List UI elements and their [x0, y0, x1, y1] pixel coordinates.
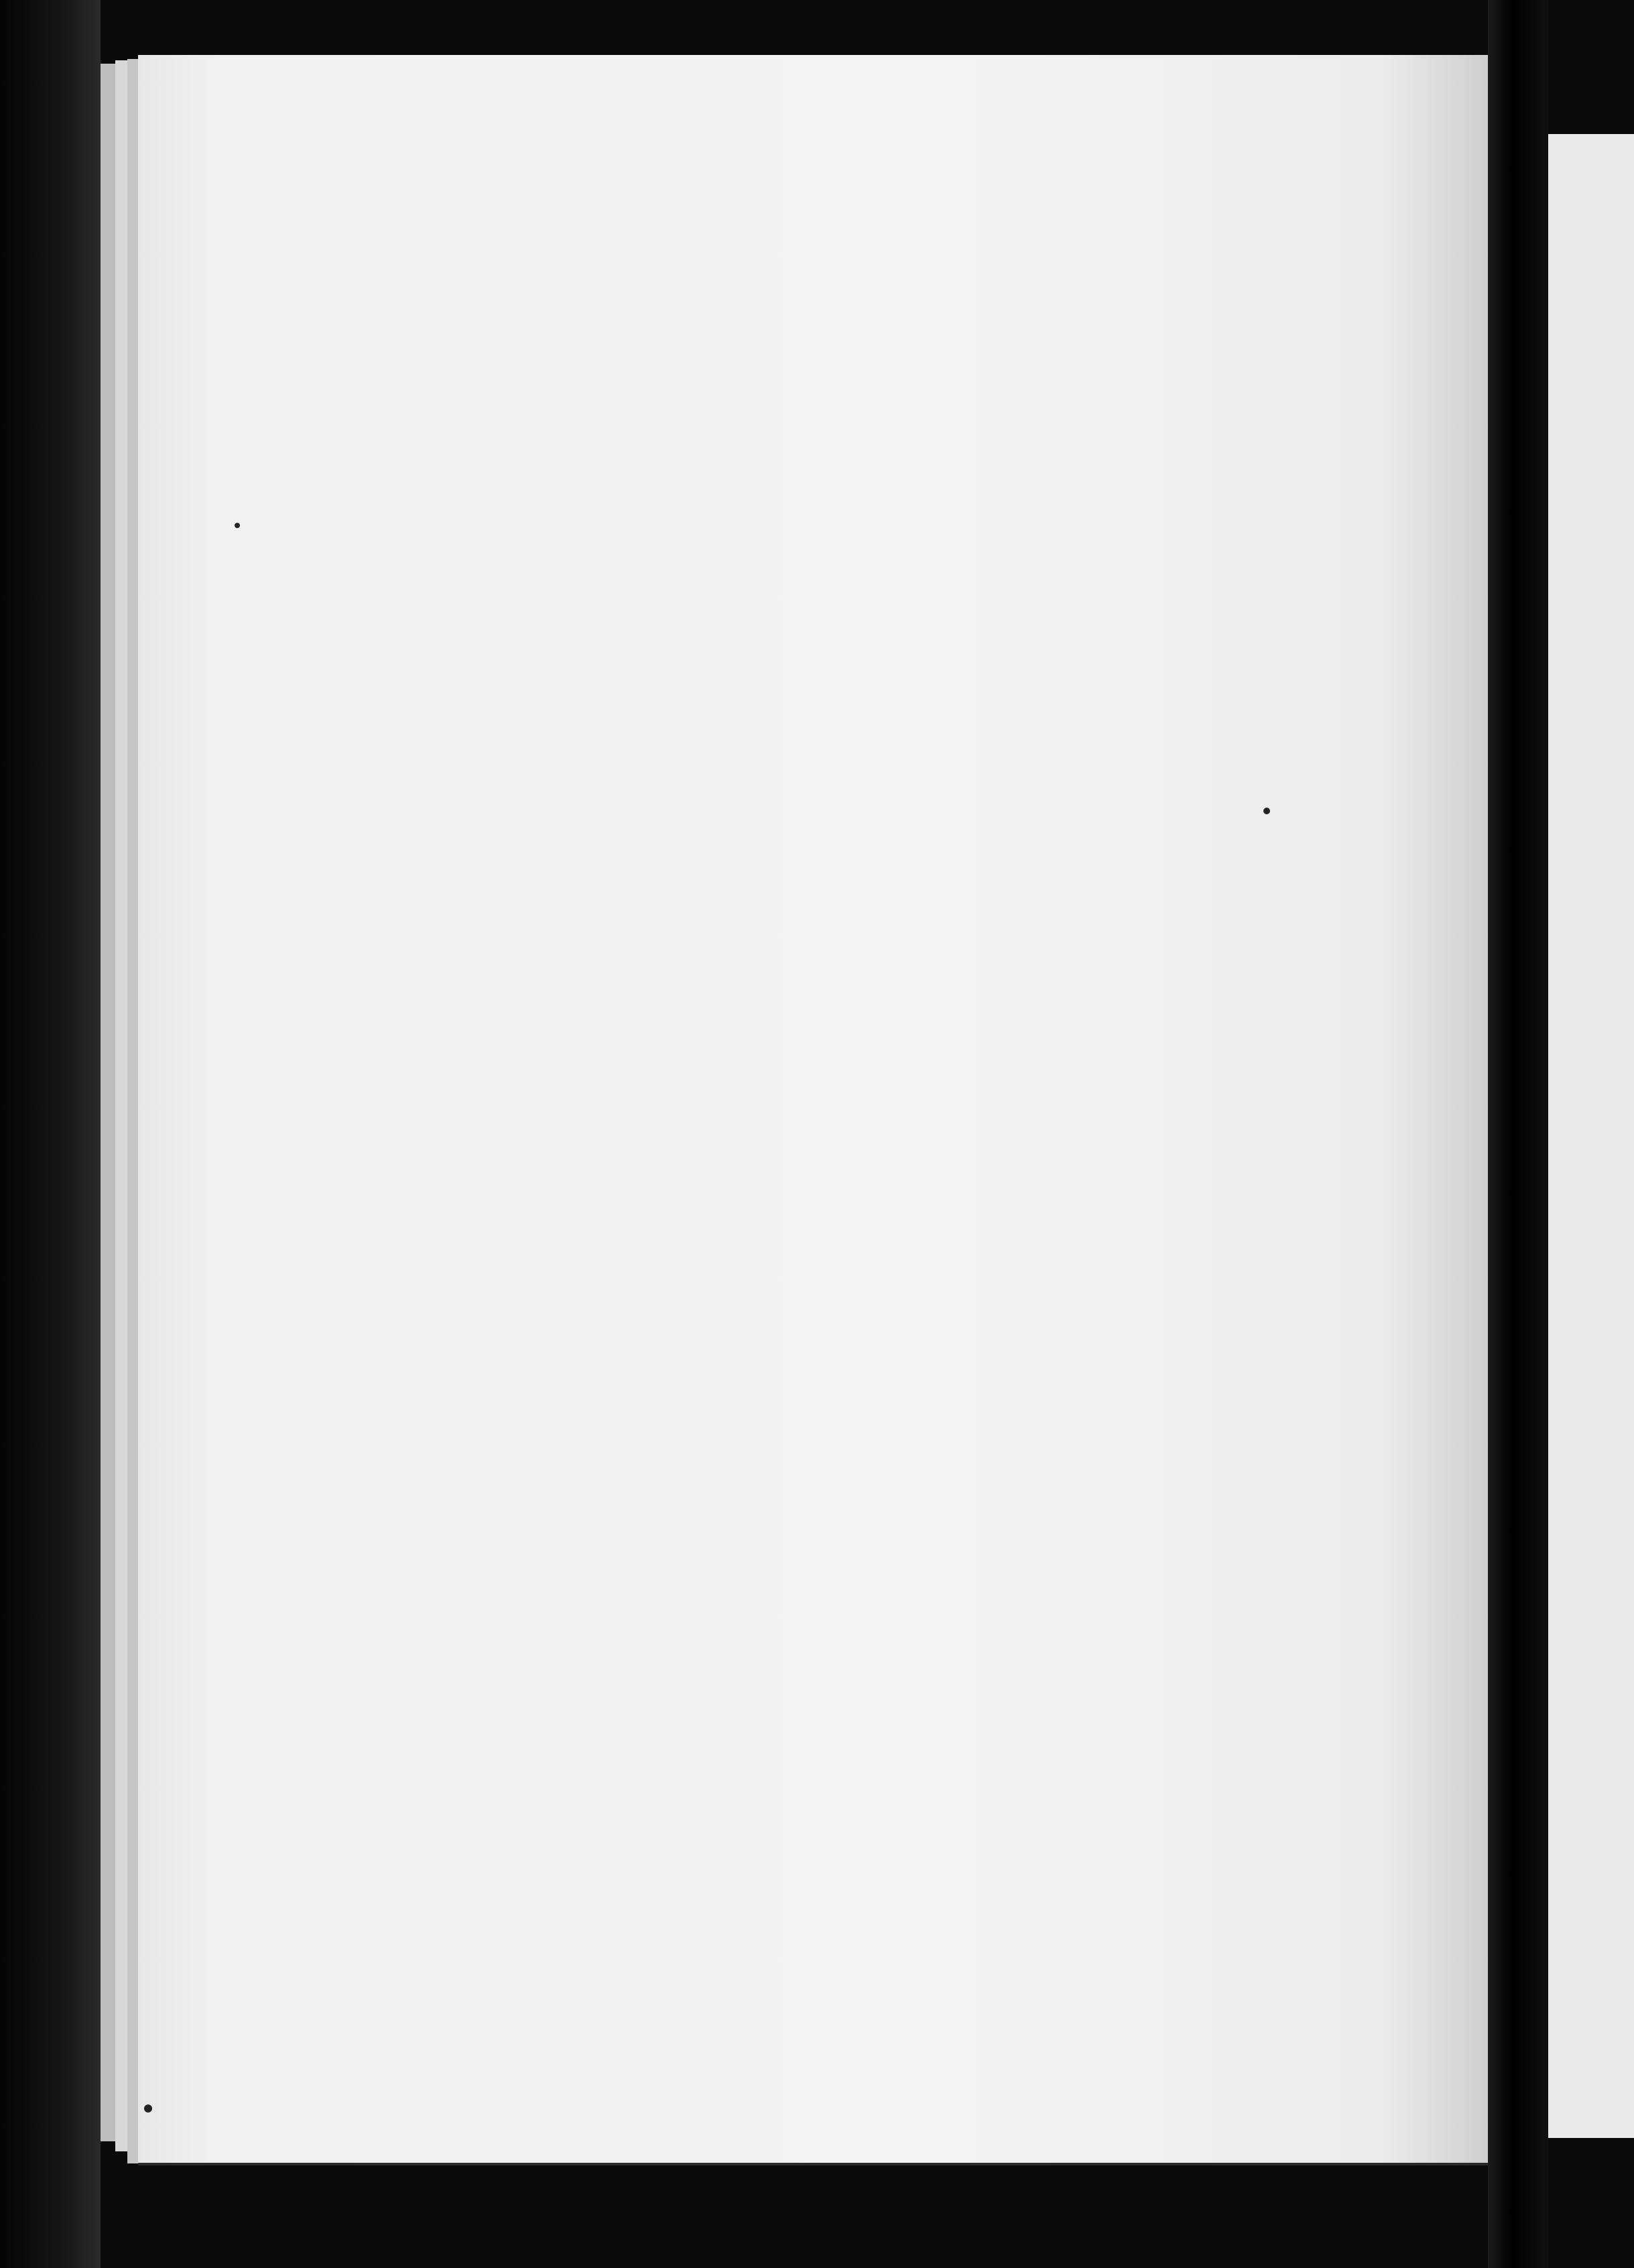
- book-page: [138, 55, 1488, 2165]
- facing-page: [1548, 134, 1634, 2138]
- ink-speck: [1263, 808, 1270, 814]
- ink-speck: [235, 523, 240, 528]
- ink-speck: [144, 2104, 152, 2113]
- book-gutter: [1488, 0, 1548, 2268]
- book-binding: [0, 0, 101, 2268]
